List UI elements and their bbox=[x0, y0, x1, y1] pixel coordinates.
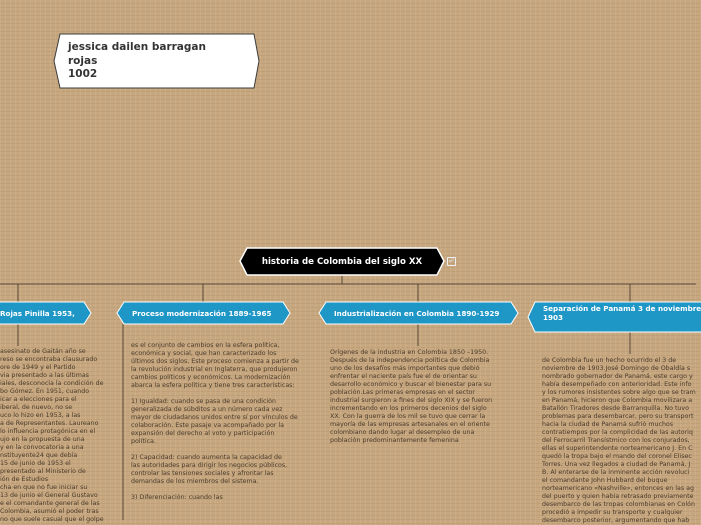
topic-body-rojas-pinilla: asesinato de Gaitán año se reso se encontraba clausurado ore de 1949 y el Partido via presentado a las últimas iales, desconocía la condición de bo Gómez. En 1951, cuando icar a elecciones para el iberal, de nuevo, no se uco lo hizo en 1953, a las a de Representantes. Laureano lo influencia protagónica en el ujo en la propuesta de una y en la convocatoria a una nstituyente24 que debía 15 de junio de 1953 el presentado al Ministerio de ión de Estudios cha en que no fue iniciar su 13 de junio el General Gustavo e el comandante general de las Colombia, asumió el poder tras no que suele casual que el golpe bbox=[0, 348, 104, 523]
topic-title-modernizacion[interactable]: Proceso modernización 1889-1965 bbox=[132, 308, 272, 318]
topic-title-line: 1903 bbox=[543, 313, 564, 322]
topic-title-line: Separación de Panamá 3 de noviembre bbox=[543, 304, 701, 313]
central-topic-title[interactable]: historia de Colombia del siglo XX bbox=[261, 256, 423, 267]
author-name-line: jessica dailen barragan bbox=[68, 41, 206, 53]
topic-title-separacion-panama[interactable] bbox=[543, 304, 701, 322]
topic-body-industrializacion: Orígenes de la industria en Colombia 1850 –1950. Después de la independencia política de Colombia uno de los desafíos más importantes que debió enfrentar el naciente país fue el de orientar su desarrollo económico y buscar el bienestar para su población.Las primeras empresas en el sector industrial surgieron a fines del siglo XIX y se fueron incrementando en los primeros decenios del siglo XX. Con la guerra de los mil se tuvo que cerrar la mayoría de las empresas artesanales en el oriente colombiano dando lugar al desempleo de una población predominantemente femenina bbox=[330, 349, 493, 444]
topic-title-rojas-pinilla[interactable]: Rojas Pinilla 1953, bbox=[0, 308, 75, 318]
author-label bbox=[68, 41, 248, 82]
topic-body-modernizacion: es el conjunto de cambios en la esfera política, económica y social, que han caracterizado los últimos dos siglos. Este proceso comienza a partir de la revolución industrial en Inglaterra, que produjeron cambios políticos y económicos. La modernización abarca la esfera política y tiene tres características: 1) Igualdad: cuando se pasa de una condición generalizada de súbditos a un número cada vez mayor de ciudadanos unidos entre sí por vínculos de colaboración. Este pasaje va acompañado por la expansión del derecho al voto y participación política. 2) Capacidad: cuando aumenta la capacidad de las autoridades para dirigir los negocios públicos, controlar las tensiones sociales y afrontar las demandas de los miembros del sistema. 3) Diferenciación: cuando las bbox=[131, 342, 299, 501]
author-name-line: rojas bbox=[68, 54, 98, 67]
link-icon[interactable]: ☍ bbox=[448, 258, 455, 264]
topic-body-separacion-panama: de Colombia fue un hecho ocurrido el 3 de noviembre de 1903.José Domingo de Obaldía s nombrado gobernador de Panamá, este cargo y había desempeñado con anterioridad. Este info y los rumores insistentes sobre algo que se tram en Panamá, hicieron que Colombia movilizara a Batallón Tiradores desde Barranquilla. No tuvo problemas para desembarcar, pero su transport hacia la ciudad de Panamá sufrió muchos contratiempos por la complicidad de las autoriq del Ferrocarril Transístmico con los conjurados, ellas el superintendente norteamericano J. En C quedó la tropa bajo el mando del coronel Elisec Torres. Una vez llegados a ciudad de Panamá, J B. Al enterarse de la inminente acción revoluci el comandante John Hubbard del buque norteamericano «Nashville», entonces en las ag del puerto y quien había retrasado previamente desembarco de las tropas colombianas en Colón procedió a impedir su transporte y cualquier desembarco posterior, argumentando que hab bbox=[542, 357, 696, 524]
topic-title-industrializacion[interactable]: Industrialización en Colombia 1890-1929 bbox=[334, 308, 500, 318]
author-code: 1002 bbox=[68, 68, 98, 80]
